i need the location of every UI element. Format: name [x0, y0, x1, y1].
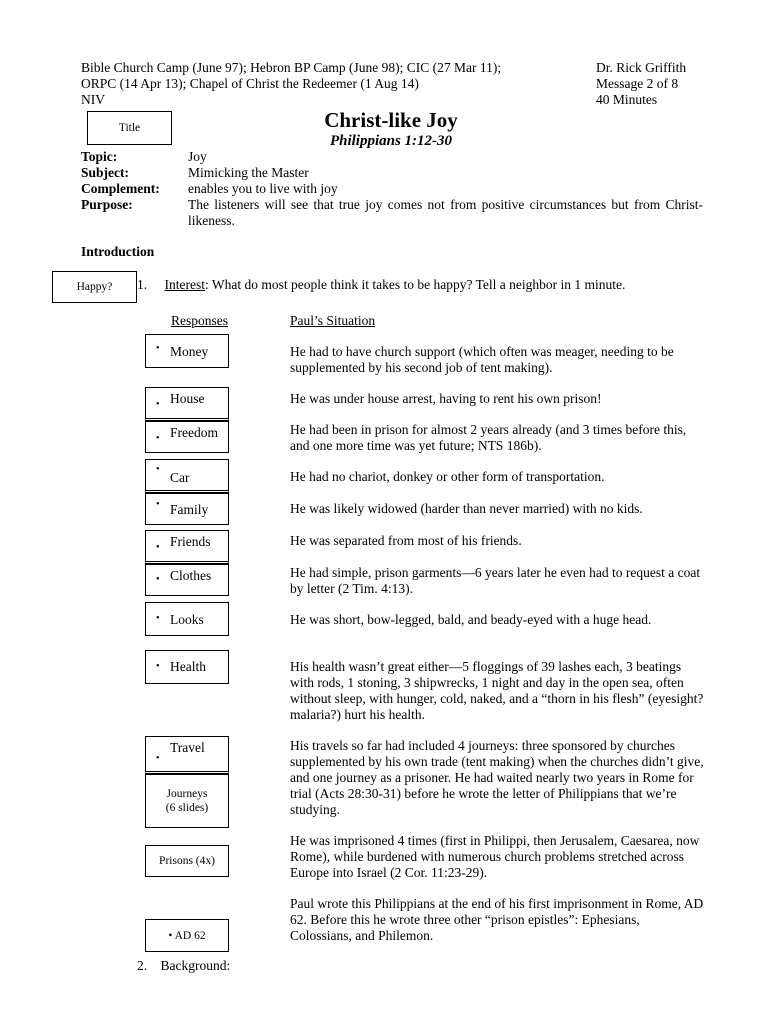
sermon-meta: [81, 149, 706, 229]
situation-friends: He was separated from most of his friends.: [290, 533, 522, 548]
bullet-icon: •: [156, 433, 160, 444]
bible-version: NIV: [81, 92, 105, 107]
meta-subject: [81, 165, 706, 181]
ad62-box: • AD 62: [145, 919, 229, 952]
meta-purpose: [81, 197, 706, 229]
point-2: [137, 958, 230, 974]
response-health: • Health: [145, 650, 229, 684]
introduction-heading: Introduction: [81, 244, 155, 259]
situation-travel: His travels so far had included 4 journeys: three sponsored by churches supplemented by his own trade (tent making) when the churches didn’t give, and one journey as a prisoner. He had waited nearly two years in Rome for trial (Acts 28:30-31) before he wrote the letter of Philippians that we’re studying.: [290, 738, 704, 817]
meta-label: Subject:: [81, 165, 129, 180]
point-1-text: : What do most people think it takes to be happy? Tell a neighbor in 1 minute.: [204, 277, 626, 292]
point-1: [137, 277, 707, 293]
message-number: Message 2 of 8: [596, 76, 679, 91]
meta-topic: [81, 149, 706, 165]
bullet-icon: •: [156, 574, 160, 585]
journeys-box: Journeys (6 slides): [145, 774, 229, 828]
situation-car: He had no chariot, donkey or other form of transportation.: [290, 469, 605, 484]
duration: 40 Minutes: [596, 92, 658, 107]
happy-box: [52, 271, 137, 303]
situation-prisons: He was imprisoned 4 times (first in Philippi, then Jerusalem, Caesarea, now Rome), while burdened with numerous church problems stretched across Europe into Israel (2 Cor. 11:23-29).: [290, 833, 700, 880]
response-money: • Money: [145, 334, 229, 368]
meta-value: enables you to live with joy: [188, 181, 338, 196]
situation-ad62: Paul wrote this Philippians at the end of his first imprisonment in Rome, AD 62. Before this he wrote three other “prison epistles”: Ephesians, Colossians, and Philemon.: [290, 896, 704, 943]
meta-value: Mimicking the Master: [188, 165, 309, 180]
bullet-icon: •: [156, 499, 160, 510]
situation-health: His health wasn’t great either—5 floggings of 39 lashes each, 3 beatings with rods, 1 stoning, 3 shipwrecks, 1 night and day in the open sea, often without sleep, with hunger, cold, naked, and a “thorn in his flesh” (eyesight? malaria?) hurt his health.: [290, 659, 704, 722]
response-travel: • Travel: [145, 736, 229, 774]
venues-line-1: Bible Church Camp (June 97); Hebron BP Camp (June 98); CIC (27 Mar 11);: [81, 60, 502, 75]
situation-looks: He was short, bow-legged, bald, and beady-eyed with a huge head.: [290, 612, 652, 627]
meta-label: Topic:: [81, 149, 118, 164]
happy-box-label: Happy?: [76, 281, 113, 293]
header-info: [596, 60, 746, 108]
response-house: • House: [145, 387, 229, 421]
point-2-number: 2.: [137, 958, 148, 973]
point-1-lead: Interest: [164, 277, 205, 292]
passage: Philippians 1:12-30: [329, 133, 453, 149]
bullet-icon: •: [156, 661, 160, 672]
responses-heading: Responses: [171, 313, 228, 328]
bullet-icon: •: [156, 399, 160, 410]
response-looks: • Looks: [145, 602, 229, 636]
situation-clothes: He had simple, prison garments—6 years later he even had to request a coat by letter (2 Tim. 4:13).: [290, 565, 701, 596]
situation-freedom: He had been in prison for almost 2 years already (and 3 times before this, and one more time was yet future; NTS 186b).: [290, 422, 687, 453]
meta-value: The listeners will see that true joy comes not from positive circumstances but from Christ-likeness.: [188, 197, 703, 228]
response-family: • Family: [145, 493, 229, 525]
meta-complement: [81, 181, 706, 197]
response-clothes: • Clothes: [145, 564, 229, 596]
meta-label: Complement:: [81, 181, 160, 196]
meta-value: Joy: [188, 149, 207, 164]
situation-family: He was likely widowed (harder than never married) with no kids.: [290, 501, 643, 516]
bullet-icon: •: [156, 613, 160, 624]
bullet-icon: •: [156, 343, 160, 354]
title-box: [87, 111, 172, 145]
title-box-label: Title: [118, 122, 141, 134]
situation-house: He was under house arrest, having to rent his own prison!: [290, 391, 602, 406]
venues-line-2: ORPC (14 Apr 13); Chapel of Christ the Redeemer (1 Aug 14): [81, 76, 419, 91]
meta-label: Purpose:: [81, 197, 133, 212]
situation-money: He had to have church support (which often was meager, needing to be supplemented by his second job of tent making).: [290, 344, 674, 375]
point-2-text: Background:: [160, 958, 231, 973]
point-1-number: 1.: [137, 277, 148, 292]
venues: [81, 60, 581, 108]
response-freedom: • Freedom: [145, 421, 229, 453]
bullet-icon: •: [156, 464, 160, 475]
bullet-icon: •: [156, 542, 160, 553]
page-title: Christ-like Joy: [324, 108, 458, 132]
prisons-box: Prisons (4x): [145, 845, 229, 877]
response-friends: • Friends: [145, 530, 229, 564]
response-car: • Car: [145, 459, 229, 493]
author: Dr. Rick Griffith: [596, 60, 687, 75]
situation-heading: Paul’s Situation: [290, 313, 376, 328]
bullet-icon: •: [156, 753, 160, 764]
